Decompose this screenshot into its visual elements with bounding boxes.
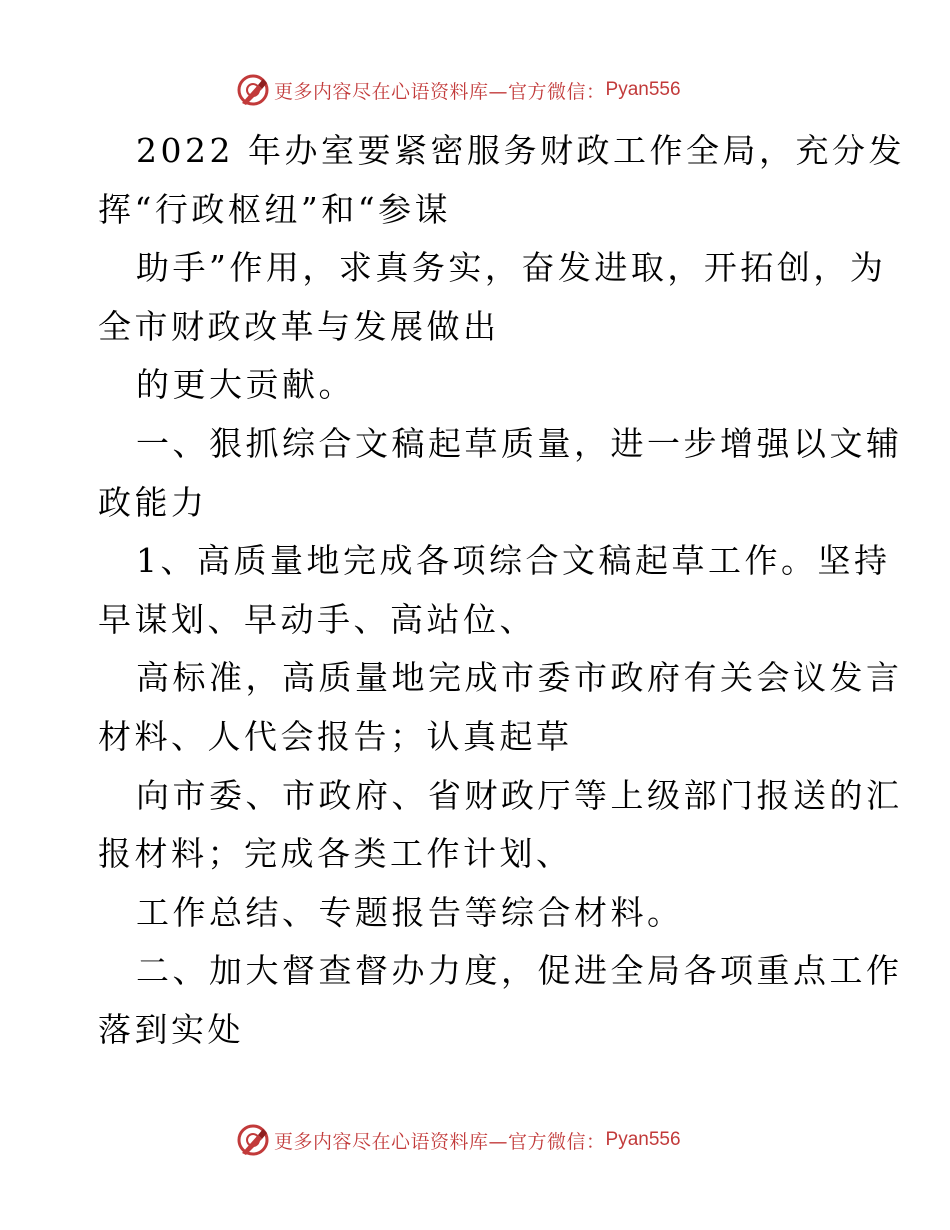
section-heading-line: 政能力	[98, 482, 208, 522]
text-line: 2022 年办室要紧密服务财政工作全局，充分发	[136, 131, 905, 170]
section-heading-line: 一、狠抓综合文稿起草质量，进一步增强以文辅	[136, 423, 903, 463]
text-line: 全市财政改革与发展做出	[98, 306, 500, 346]
header-watermark	[236, 72, 681, 108]
text-line: 早谋划、早动手、高站位、	[98, 599, 536, 639]
section-heading-line: 二、加大督查督办力度，促进全局各项重点工作	[136, 951, 903, 991]
text-line: 向市委、市政府、省财政厅等上级部门报送的汇	[136, 775, 903, 815]
section-heading-line: 落到实处	[98, 1009, 244, 1049]
watermark-account: Pyan556	[605, 79, 681, 100]
footer-watermark	[236, 1122, 681, 1158]
document-body	[98, 122, 905, 1060]
text-line: 高标准，高质量地完成市委市政府有关会议发言	[136, 658, 903, 698]
watermark-account: Pyan556	[605, 1129, 681, 1150]
text-line: 报材料；完成各类工作计划、	[98, 834, 573, 874]
text-line: 助手”作用，求真务实，奋发进取，开拓创，为	[136, 248, 887, 288]
text-line: 的更大贡献。	[136, 365, 355, 405]
watermark-text: 更多内容尽在心语资料库—官方微信：	[274, 80, 606, 103]
watermark-text: 更多内容尽在心语资料库—官方微信：	[274, 1130, 606, 1153]
text-line: 1、高质量地完成各项综合文稿起草工作。坚持	[136, 541, 891, 581]
text-line: 工作总结、专题报告等综合材料。	[136, 892, 684, 932]
pen-logo-icon	[236, 73, 270, 107]
text-line: 材料、人代会报告；认真起草	[98, 716, 573, 756]
pen-logo-icon	[236, 1123, 270, 1157]
text-line: 挥“行政枢纽”和“参谋	[98, 189, 452, 229]
